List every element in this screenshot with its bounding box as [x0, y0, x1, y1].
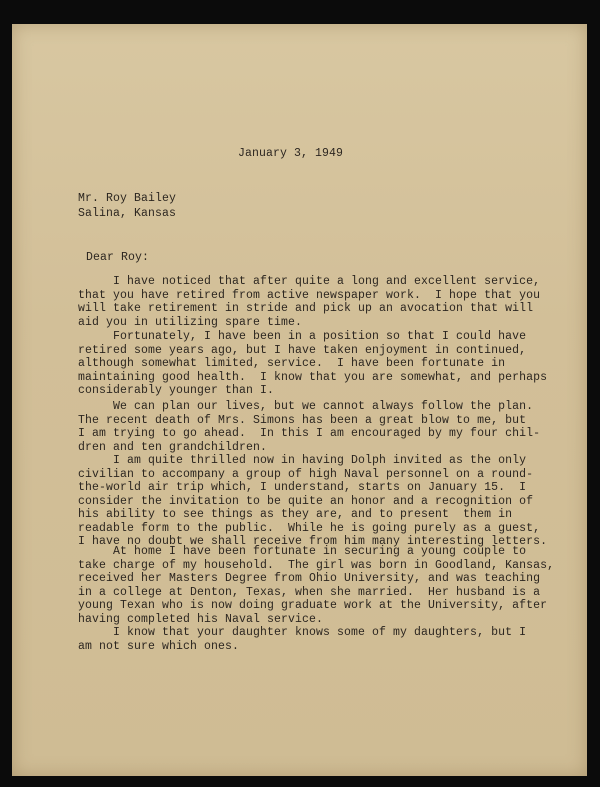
paragraph-3: We can plan our lives, but we cannot always follow the plan. The recent death of Mrs. Simons has been a great blow to me, but I am trying to go ahead. In this I am encouraged by my four chil- dren and ten grandchildren.: [78, 400, 541, 454]
letter-date: January 3, 1949: [238, 147, 344, 160]
recipient-name: Mr. Roy Bailey: [78, 192, 177, 205]
paragraph-4: I am quite thrilled now in having Dolph invited as the only civilian to accompany a group of high Naval personnel on a round- the-world air trip which, I understand, starts on January 15. I consider the invitation to be quite an honor and a recognition of his ability to see things as they are, and to present them in readable form to the public. While he is going purely as a guest, I have no doubt we shall receive from him many interesting letters.: [78, 454, 548, 548]
paragraph-5: At home I have been fortunate in securing a young couple to take charge of my household. The girl was born in Goodland, Kansas, received her Masters Degree from Ohio University, and was teaching in a college at Denton, Texas, when she married. Her husband is a young Texan who is now doing graduate work at the University, after having completed his Naval service.: [78, 545, 555, 626]
recipient-location: Salina, Kansas: [78, 207, 177, 220]
paragraph-2: Fortunately, I have been in a position so that I could have retired some years ago, but I have taken enjoyment in continued, although somewhat limited, service. I have been fortunate in maintaining good health. I know that you are somewhat, and perhaps considerably younger than I.: [78, 330, 548, 397]
paragraph-6: I know that your daughter knows some of my daughters, but I am not sure which ones.: [78, 626, 527, 653]
paragraph-1: I have noticed that after quite a long and excellent service, that you have retired from active newspaper work. I hope that you will take retirement in stride and pick up an avocation that will aid you in utilizing spare time.: [78, 275, 541, 329]
salutation: Dear Roy:: [86, 251, 150, 264]
